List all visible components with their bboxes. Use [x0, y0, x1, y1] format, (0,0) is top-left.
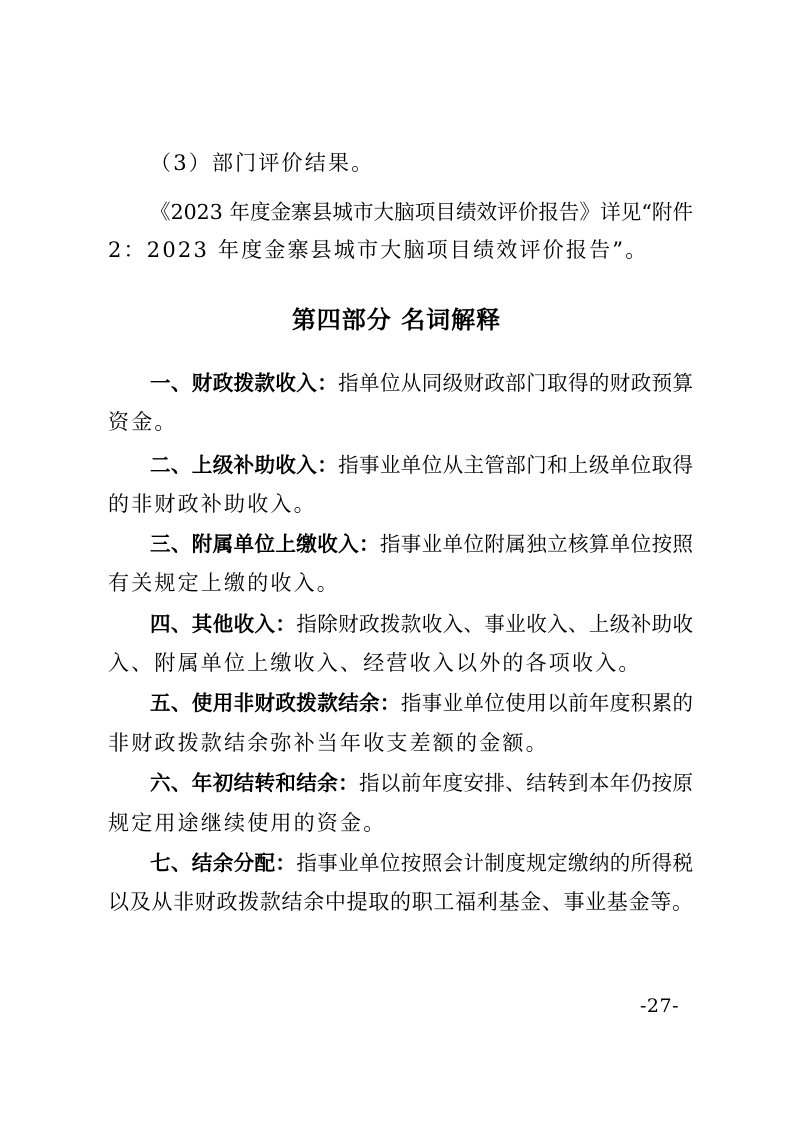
definition-2-term: 二、上级补助收入： — [150, 453, 339, 477]
result-heading: （3）部门评价结果。 — [150, 151, 375, 175]
section-title: 第四部分 名词解释 — [291, 306, 502, 334]
definition-7-term: 七、结余分配： — [150, 851, 297, 875]
definition-2-line-1 — [150, 452, 693, 478]
definition-2-text: 指事业单位从主管部门和上级单位取得 — [338, 453, 694, 477]
report-paragraph-line-2: 2：2023 年度金寨县城市大脑项目绩效评价报告”。 — [108, 238, 649, 262]
definition-1-line-2: 资金。 — [108, 410, 178, 434]
definition-6-term: 六、年初结转和结余： — [150, 771, 359, 795]
definition-3-term: 三、附属单位上缴收入： — [150, 532, 380, 556]
definition-2-line-2: 的非财政补助收入。 — [108, 492, 317, 516]
definition-1-term: 一、财政拨款收入： — [150, 371, 339, 395]
definition-7-line-2: 以及从非财政拨款结余中提取的职工福利基金、事业基金等。 — [108, 890, 693, 914]
definition-7-line-1 — [150, 850, 693, 876]
page-number: -27- — [640, 995, 680, 1017]
definition-6-text: 指以前年度安排、结转到本年仍按原 — [359, 771, 693, 795]
definition-5-line-1 — [150, 690, 693, 716]
definition-7-text: 指事业单位按照会计制度规定缴纳的所得税 — [296, 851, 694, 875]
definition-1-text: 指单位从同级财政部门取得的财政预算 — [338, 371, 694, 395]
report-paragraph-line-1: 《2023 年度金寨县城市大脑项目绩效评价报告》详见“附件 — [150, 200, 693, 224]
definition-6-line-2: 规定用途继续使用的资金。 — [108, 811, 387, 835]
definition-3-line-1 — [150, 531, 693, 557]
definition-5-term: 五、使用非财政拨款结余： — [150, 691, 401, 715]
definition-3-line-2: 有关规定上缴的收入。 — [108, 571, 340, 595]
definition-3-text: 指事业单位附属独立核算单位按照 — [379, 532, 694, 556]
definition-5-line-2: 非财政拨款结余弥补当年收支差额的金额。 — [108, 731, 549, 755]
definition-4-line-2: 入、附属单位上缴收入、经营收入以外的各项收入。 — [108, 651, 642, 675]
definition-6-line-1 — [150, 770, 693, 796]
definition-5-text: 指事业单位使用以前年度积累的 — [400, 691, 694, 715]
definition-4-text: 指除财政拨款收入、事业收入、上级补助收 — [296, 612, 694, 636]
definition-1-line-1 — [150, 370, 693, 396]
definition-4-term: 四、其他收入： — [150, 612, 297, 636]
definition-4-line-1 — [150, 611, 693, 637]
